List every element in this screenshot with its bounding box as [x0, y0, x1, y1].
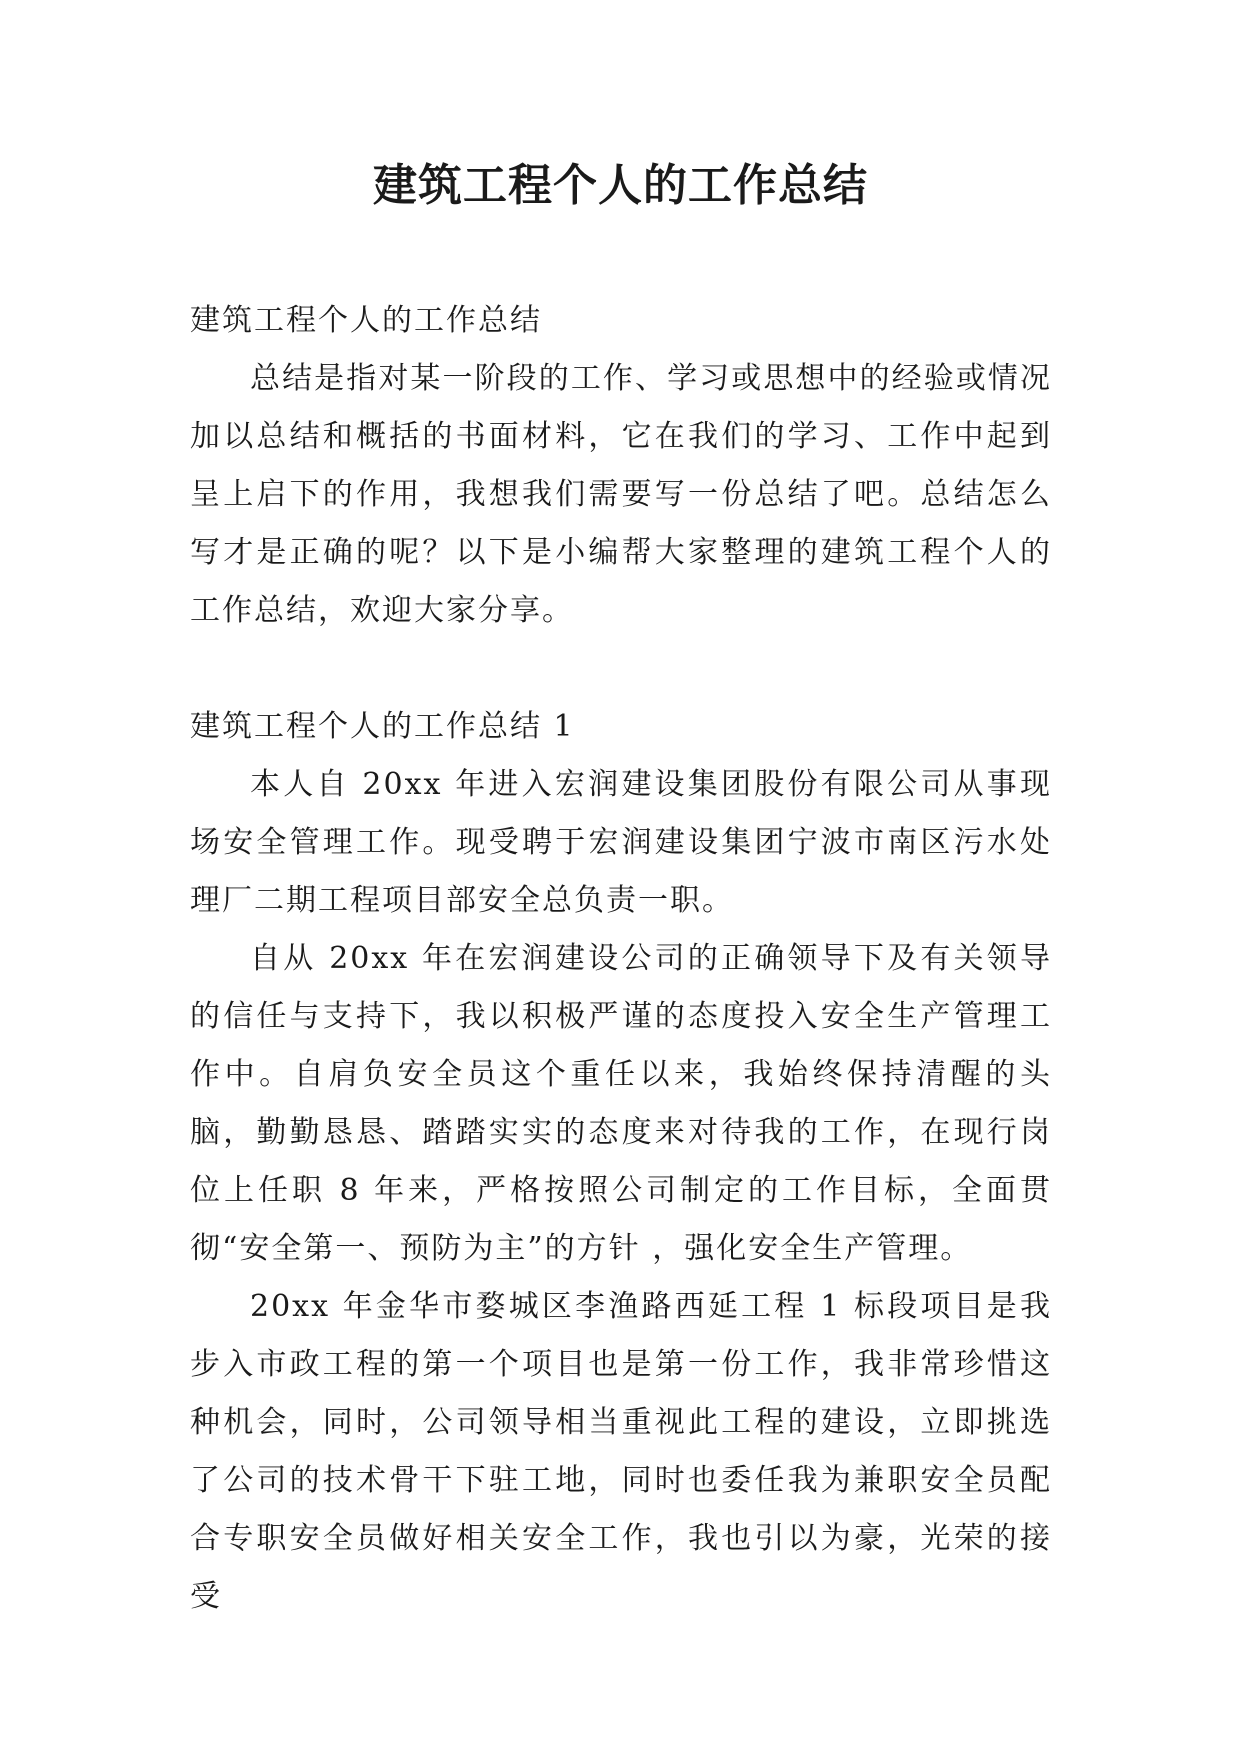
subheading: 建筑工程个人的工作总结 — [190, 303, 542, 338]
section-heading: 建筑工程个人的工作总结 1 — [190, 709, 575, 744]
body-paragraph: 自从 20xx 年在宏润建设公司的正确领导下及有关领导的信任与支持下，我以积极严谨的态度投入安全生产管理工作中。自肩负安全员这个重任以来，我始终保持清醒的头脑，勤勤恳恳、踏踏实实的态度来对待我的工作，在现行岗位上任职 8 年来，严格按照公司制定的工作目标，全面贯彻“安全第一、预防为主”的方针 ，强化安全生产管理。 — [190, 941, 1052, 1266]
page-title: 建筑工程个人的工作总结 — [373, 160, 868, 211]
intro-paragraph: 总结是指对某一阶段的工作、学习或思想中的经验或情况加以总结和概括的书面材料，它在我们的学习、工作中起到呈上启下的作用，我想我们需要写一份总结了吧。总结怎么写才是正确的呢？以下是小编帮大家整理的建筑工程个人的工作总结，欢迎大家分享。 — [190, 361, 1052, 628]
document-body — [190, 292, 1052, 1626]
body-paragraph: 本人自 20xx 年进入宏润建设集团股份有限公司从事现场安全管理工作。现受聘于宏润建设集团宁波市南区污水处理厂二期工程项目部安全总负责一职。 — [190, 767, 1052, 918]
body-paragraph: 20xx 年金华市婺城区李渔路西延工程 1 标段项目是我步入市政工程的第一个项目也是第一份工作，我非常珍惜这种机会，同时，公司领导相当重视此工程的建设，立即挑选了公司的技术骨干下驻工地，同时也委任我为兼职安全员配合专职安全员做好相关安全工作，我也引以为豪，光荣的接受 — [190, 1289, 1052, 1614]
